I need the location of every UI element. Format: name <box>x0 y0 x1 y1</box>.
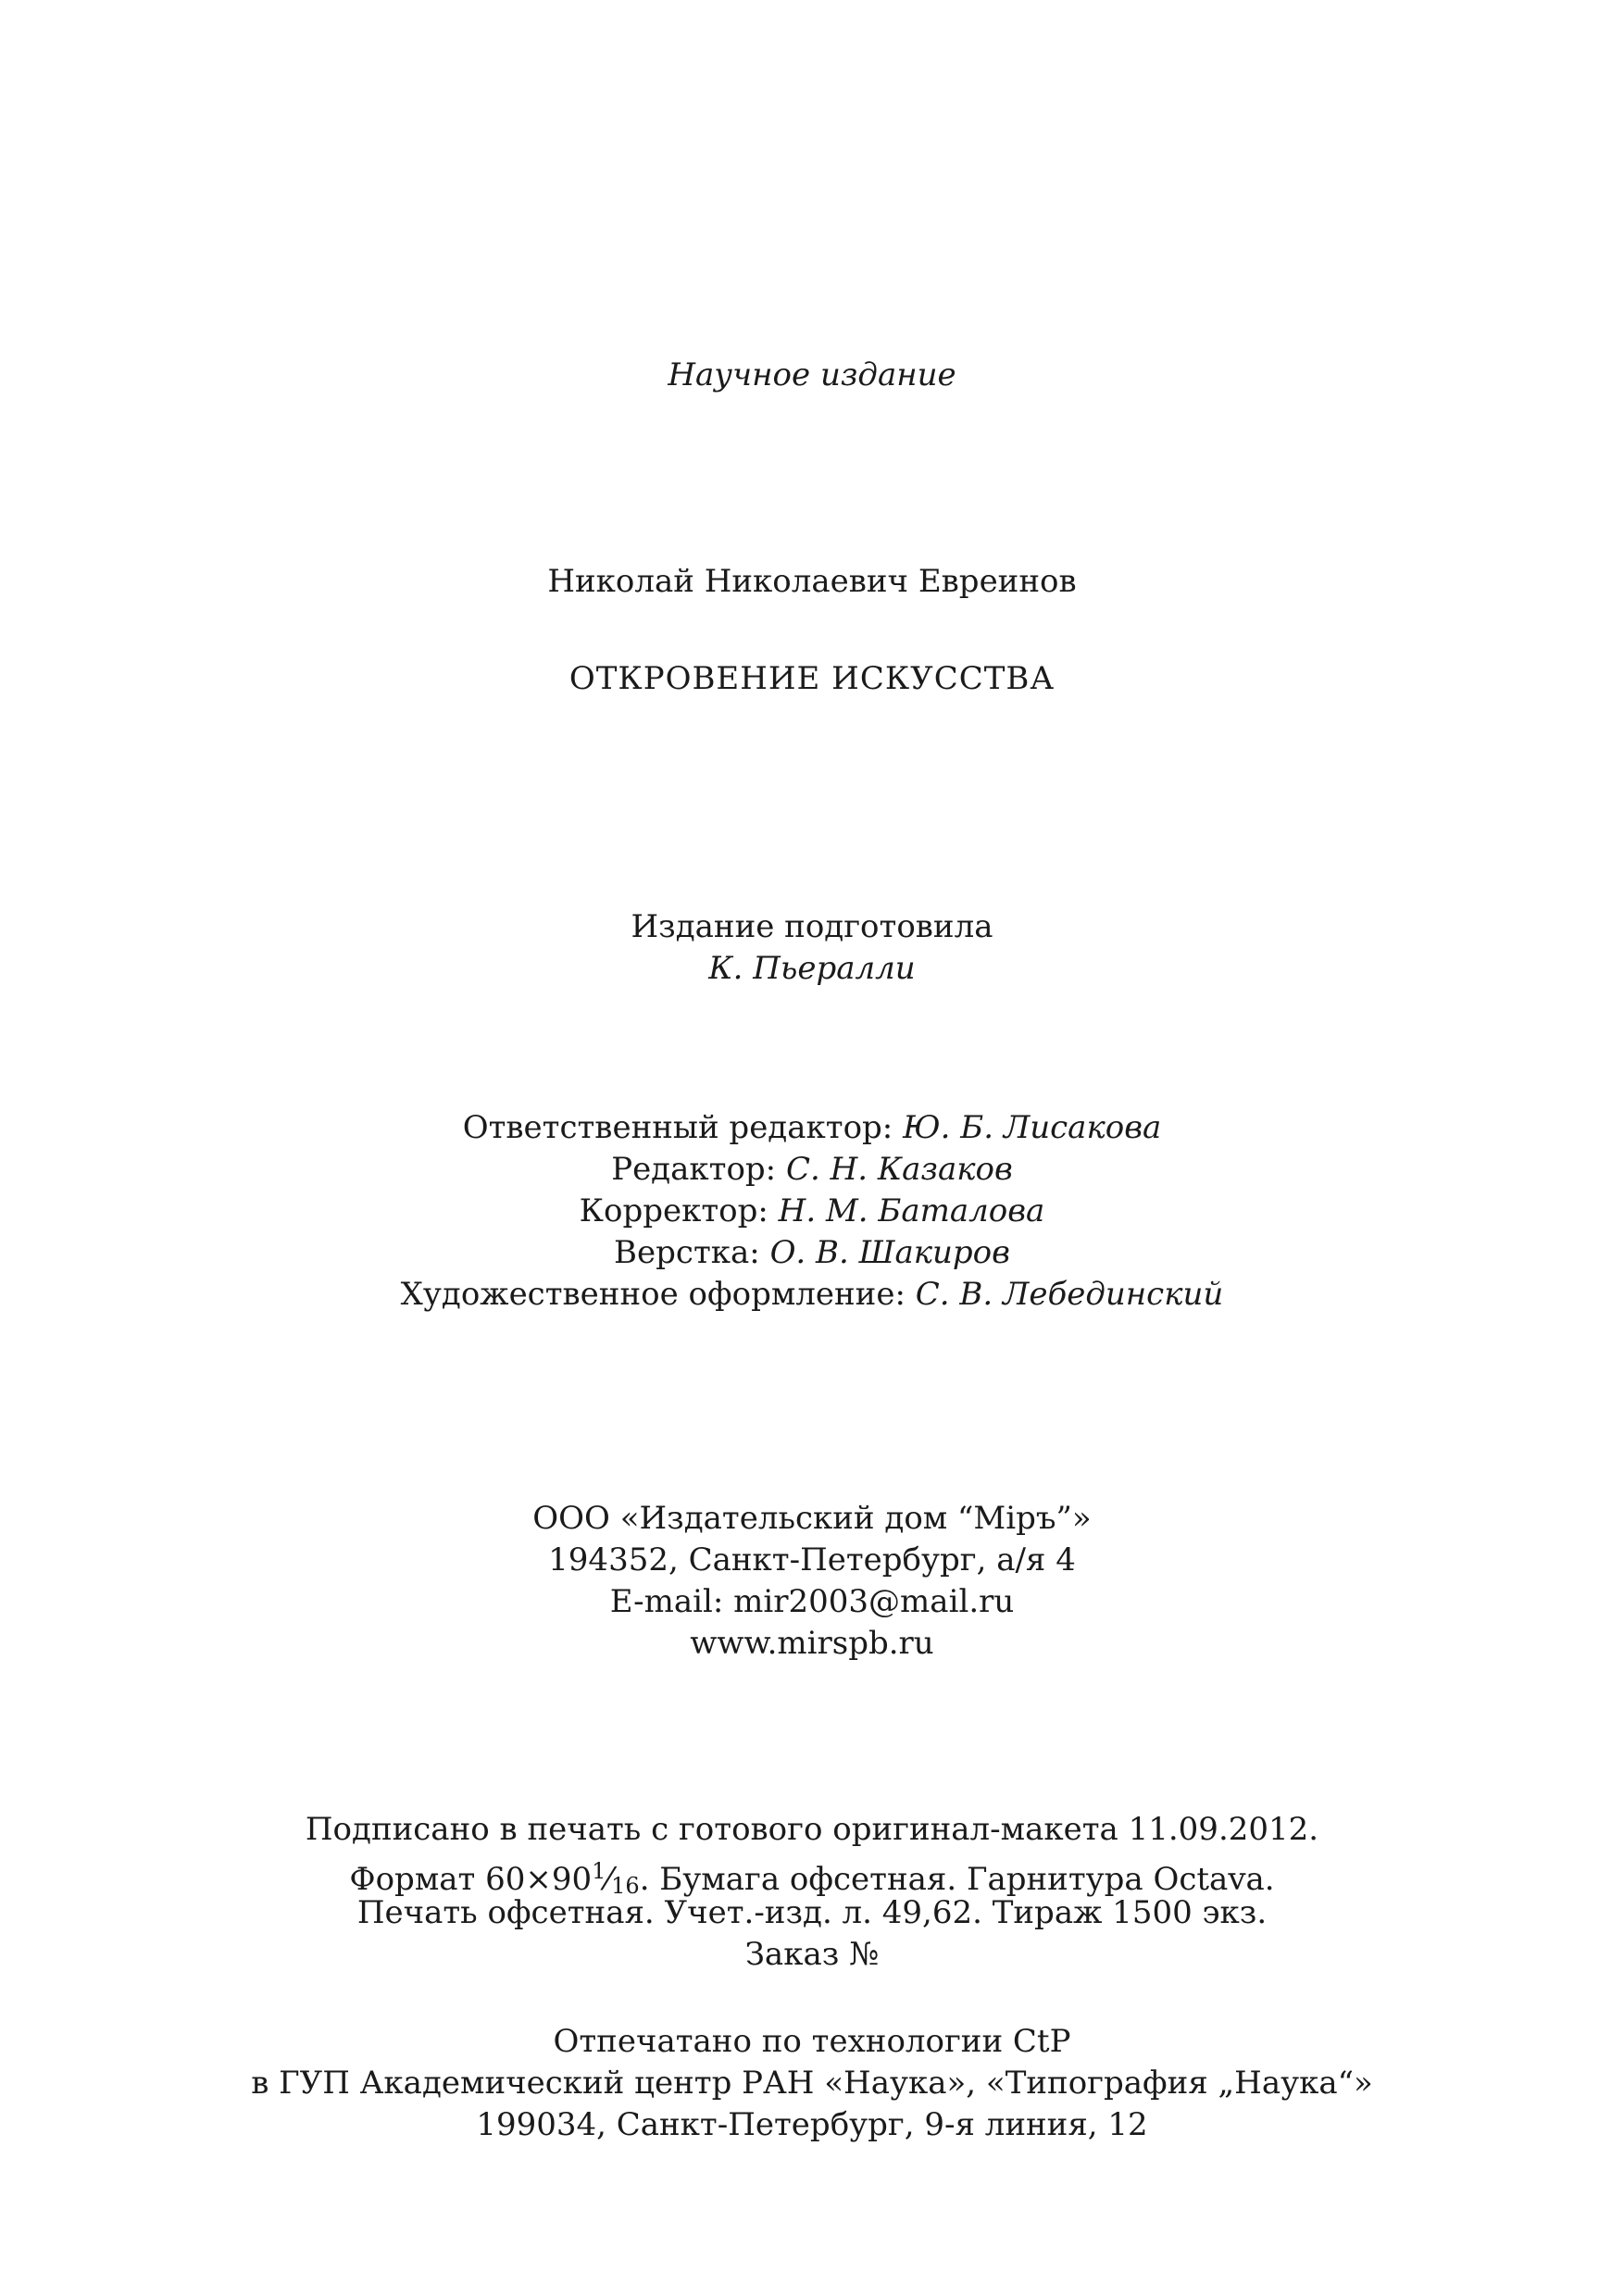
publisher-name: ООО «Издательский дом “Міръ”» <box>532 1500 1092 1537</box>
publisher-website: www.mirspb.ru <box>690 1625 934 1662</box>
format-fraction-slash: ⁄ <box>606 1861 612 1898</box>
imprint-signed: Подписано в печать с готового оригинал-макета 11.09.2012. <box>305 1811 1319 1848</box>
credit-name: Ю. Б. Лисакова <box>903 1109 1162 1146</box>
credit-role: Ответственный редактор: <box>462 1109 893 1146</box>
credit-line-art-design <box>0 1273 1624 1316</box>
book-title: ОТКРОВЕНИЕ ИСКУССТВА <box>568 660 1056 697</box>
series-label: Научное издание <box>668 356 956 393</box>
printer-line-3: 199034, Санкт-Петербург, 9-я линия, 12 <box>476 2106 1148 2143</box>
credit-line-layout <box>0 1231 1624 1274</box>
credit-name: С. Н. Казаков <box>785 1151 1013 1188</box>
imprint-order: Заказ № <box>744 1936 880 1973</box>
credit-name: О. В. Шакиров <box>769 1234 1010 1271</box>
preparer-name: К. Пьералли <box>708 950 916 987</box>
author-name: Николай Николаевич Евреинов <box>547 563 1077 600</box>
credit-line-proofreader <box>0 1190 1624 1232</box>
credit-role: Корректор: <box>579 1192 768 1229</box>
credit-line-editor <box>0 1148 1624 1191</box>
credit-role: Редактор: <box>611 1151 777 1188</box>
imprint-print: Печать офсетная. Учет.-изд. л. 49,62. Тираж 1500 экз. <box>356 1894 1268 1931</box>
format-fraction-denominator: 16 <box>611 1873 640 1899</box>
publisher-address: 194352, Санкт-Петербург, а/я 4 <box>548 1541 1076 1578</box>
format-suffix: . Бумага офсетная. Гарнитура Octava. <box>639 1861 1275 1898</box>
format-prefix: Формат 60×90 <box>349 1861 593 1898</box>
preparer-label: Издание подготовила <box>631 908 993 945</box>
credit-role: Художественное оформление: <box>400 1276 906 1313</box>
publisher-email: E-mail: mir2003@mail.ru <box>609 1583 1015 1620</box>
credit-name: С. В. Лебединский <box>915 1276 1224 1313</box>
credit-name: Н. М. Баталова <box>778 1192 1045 1229</box>
credit-role: Верстка: <box>614 1234 760 1271</box>
credit-line-chief-editor <box>0 1106 1624 1149</box>
printer-line-2: в ГУП Академический центр РАН «Наука», «Типография „Наука“» <box>251 2065 1373 2102</box>
printer-line-1: Отпечатано по технологии CtP <box>553 2023 1071 2060</box>
format-fraction-numerator: 1 <box>592 1858 606 1884</box>
